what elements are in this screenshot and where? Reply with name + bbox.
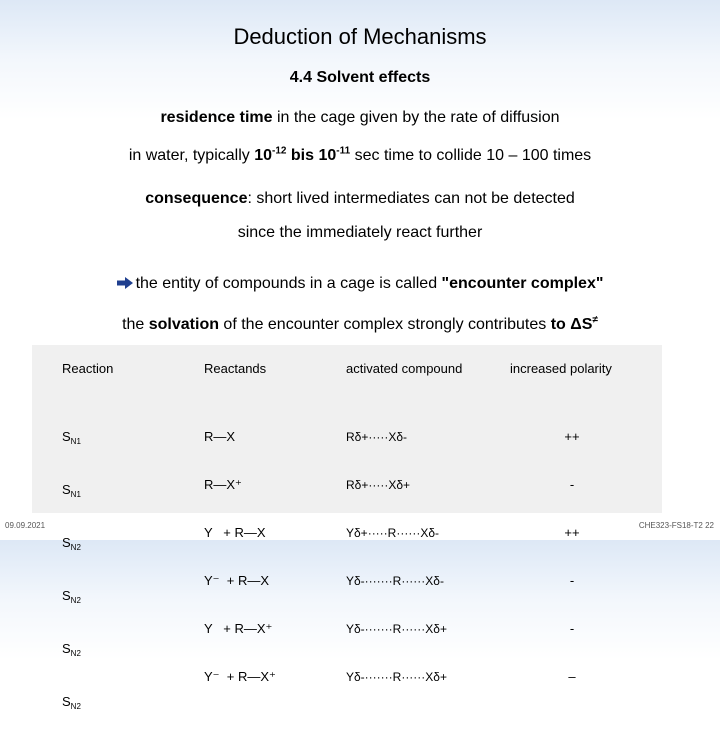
table-cell: R—X bbox=[204, 429, 236, 444]
residence-time-line bbox=[0, 109, 720, 127]
table-row: $S_{N2}$ bbox=[62, 694, 81, 711]
header-reactands: Reactands bbox=[204, 361, 267, 376]
header-activated-compound: activated compound bbox=[346, 361, 463, 376]
table-row: $S_{N2}$ bbox=[62, 535, 81, 552]
entropy-term: to ΔS≠ bbox=[550, 314, 598, 333]
footer-course-code: CHE323-FS18-T2 22 bbox=[638, 521, 714, 530]
table-row: $S_{N2}$ bbox=[62, 588, 81, 605]
table-cell: Yδ-·······R······Xδ- bbox=[346, 574, 444, 588]
diffusion-rest: sec time to collide 10 – 100 times bbox=[350, 147, 592, 164]
diffusion-rate-line bbox=[0, 147, 720, 165]
reaction-column bbox=[62, 397, 81, 747]
mechanism-table bbox=[32, 345, 662, 711]
table-cell: ++ bbox=[564, 525, 580, 540]
header-increased-polarity: increased polarity bbox=[510, 361, 612, 376]
table-cell: Y⁻ + R—X bbox=[204, 573, 270, 588]
table-row: $S_{N1}$ bbox=[62, 482, 81, 499]
encounter-complex-line bbox=[0, 275, 720, 293]
table-cell: Yδ+·····R······Xδ- bbox=[346, 526, 439, 540]
diffusion-value-1: $10^{-12}$ bis $10^{-11}$ bbox=[254, 145, 351, 164]
table-cell: Y⁻ + R—X⁺ bbox=[204, 669, 276, 684]
footer-date: 09.09.2021 bbox=[5, 521, 46, 530]
activated-compound-column bbox=[346, 397, 447, 717]
table-cell: - bbox=[569, 621, 575, 636]
table-cell: R—X⁺ bbox=[204, 477, 242, 492]
table-cell: Yδ-·······R······Xδ+ bbox=[346, 622, 447, 636]
encounter-complex-text: the entity of compounds in a cage is called bbox=[135, 275, 442, 292]
table-cell: Y + R—X⁺ bbox=[204, 621, 273, 636]
residence-time-text: in the cage given by the rate of diffusion bbox=[272, 109, 560, 126]
solvation-line: the solvation of the encounter complex strongly contributes to ΔS≠ bbox=[122, 314, 598, 333]
table-cell: Rδ+·····Xδ- bbox=[346, 430, 408, 444]
reactands-column bbox=[204, 397, 276, 717]
table-cell: Y + R—X bbox=[204, 525, 266, 540]
header-reaction: Reaction bbox=[62, 361, 114, 376]
slide-subtitle: 4.4 Solvent effects bbox=[289, 69, 431, 86]
consequence-text: : short lived intermediates can not be detected bbox=[247, 190, 575, 207]
table-cell: Yδ-·······R······Xδ+ bbox=[346, 670, 447, 684]
table-row: $S_{N2}$ bbox=[62, 641, 81, 658]
table-cell: – bbox=[568, 669, 576, 684]
table-cell: - bbox=[569, 477, 575, 492]
table-row: $S_{N1}$ bbox=[62, 429, 81, 446]
table-cell: - bbox=[569, 573, 575, 588]
consequence-line bbox=[0, 190, 720, 208]
react-further-line: since the immediately react further bbox=[237, 224, 483, 241]
solvation-term: solvation bbox=[148, 316, 219, 333]
consequence-term: consequence bbox=[145, 190, 248, 207]
residence-time-term: residence time bbox=[160, 109, 273, 126]
table-cell: Rδ+·····Xδ+ bbox=[346, 478, 411, 492]
right-arrow-icon bbox=[117, 277, 133, 289]
slide-title: Deduction of Mechanisms bbox=[233, 24, 487, 49]
polarity-column bbox=[554, 397, 590, 717]
encounter-complex-term: "encounter complex" bbox=[441, 275, 604, 292]
table-cell: ++ bbox=[564, 429, 580, 444]
diffusion-prefix: in water, typically bbox=[128, 147, 255, 164]
